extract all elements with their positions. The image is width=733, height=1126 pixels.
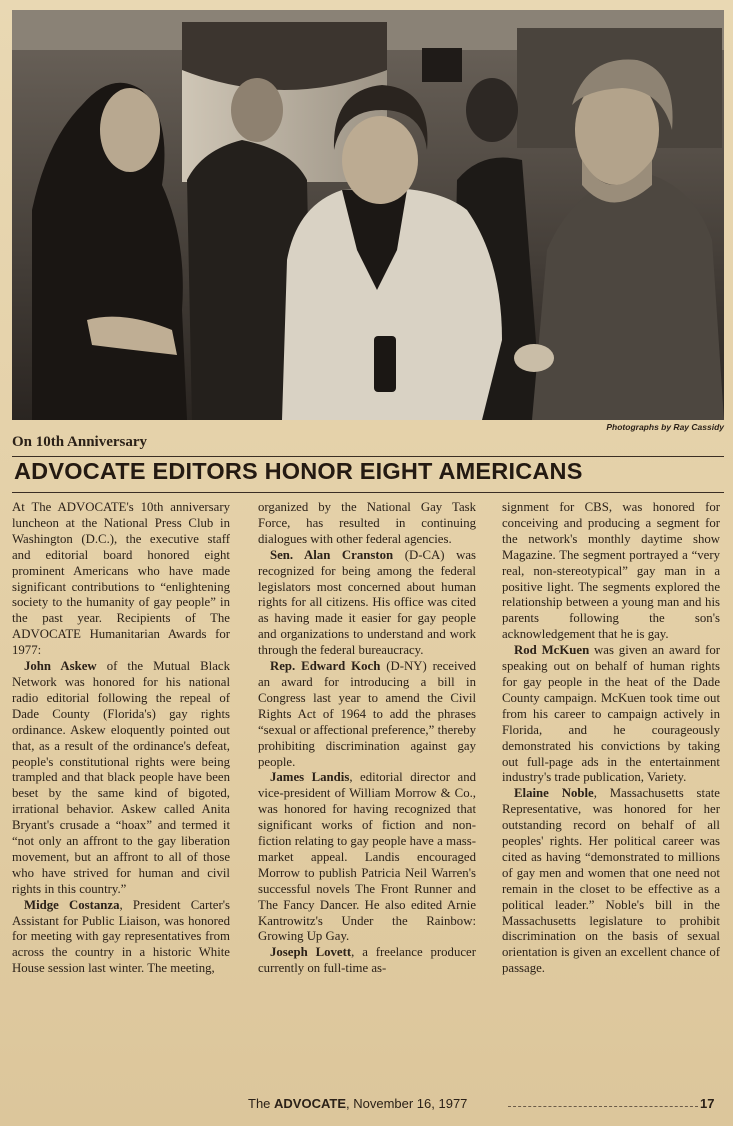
article-column-2 — [258, 500, 476, 1090]
article-column-1 — [12, 500, 230, 1090]
page-footer — [0, 1094, 733, 1118]
article-paragraph — [502, 643, 720, 786]
article-column-3 — [502, 500, 720, 1090]
article-paragraph — [12, 898, 230, 978]
paragraph-text: organized by the National Gay Task Force, has resulted in continuing dialogues with other federal agencies. — [258, 500, 476, 546]
honoree-name: Rod McKuen — [514, 643, 590, 658]
honoree-name: Elaine Noble — [514, 786, 594, 801]
paragraph-text: , a freelance producer currently on full-time as- — [258, 945, 476, 976]
paragraph-text: (D-NY) received an award for introducing a bill in Congress last year to amend the Civil Rights Act of 1964 to add the phrases “sexual or affectional preference,” thereby prohibiting discrimination against gay people. — [258, 659, 476, 769]
article-paragraph — [12, 500, 230, 659]
honoree-name: Rep. Edward Koch — [270, 659, 381, 674]
article-headline: ADVOCATE EDITORS HONOR EIGHT AMERICANS — [14, 458, 583, 484]
headline-top-rule — [12, 456, 724, 457]
page-number: 17 — [700, 1096, 715, 1111]
honoree-name: John Askew — [24, 659, 97, 674]
article-paragraph — [258, 770, 476, 945]
article-paragraph — [258, 945, 476, 977]
event-photograph — [12, 10, 724, 420]
photo-credit: Photographs by Ray Cassidy — [606, 422, 724, 432]
footer-prefix: The — [248, 1096, 275, 1111]
paragraph-text: , editorial director and vice-president of William Morrow & Co., was honored for having recognized that significant works of fiction and non-fiction relating to gay people have a mass-market appeal. Landis encouraged Morrow to publish Patricia Neil Warren's successful novels The Front Runner and The Fancy Dancer. He also edited Arnie Kantrowitz's Under the Rainbow: Growing Up Gay. — [258, 770, 476, 944]
article-paragraph — [258, 548, 476, 659]
footer-divider — [508, 1106, 698, 1107]
footer-masthead-date — [248, 1096, 467, 1111]
article-paragraph — [258, 659, 476, 770]
honoree-name: Sen. Alan Cranston — [270, 547, 394, 562]
honoree-name: James Landis — [270, 770, 350, 785]
article-paragraph — [258, 500, 476, 548]
paragraph-text: , President Carter's Assistant for Public Liaison, was honored for meeting with gay representatives from across the country in a historic White House session last winter. The meeting, — [12, 897, 230, 976]
article-paragraph — [502, 500, 720, 643]
paragraph-text: was given an award for speaking out on behalf of human rights for gay people in the heat of the Dade County campaign. McKuen took time out from his career to campaign actively in Florida, and he courageously demonstrated his convictions by taking out full-page ads in the entertainment industry's trade publication, Variety. — [502, 643, 720, 785]
footer-masthead: ADVOCATE — [274, 1096, 346, 1111]
article-paragraph — [502, 786, 720, 977]
paragraph-text: of the Mutual Black Network was honored for his national radio editorial following the repeal of Dade County (Florida's) gay rights ordinance. Askew eloquently pointed out that, as a result of the ordinance's defeat, people's constitutional rights were being trampled and that black people have been beset by the same kind of bigoted, irrational behavior. Askew called Anita Bryant's crusade a “hoax” and termed it “not only an affront to the gay liberation movement, but an affront to all of those who have strived for human and civil rights in this country.” — [12, 659, 230, 896]
paragraph-text: (D-CA) was recognized for being among the federal legislators most concerned about human rights for all citizens. His office was cited as having made it easier for gay people and organizations to understand and work through the federal bureaucracy. — [258, 547, 476, 658]
paragraph-text: signment for CBS, was honored for conceiving and producing a segment for the network's monthly daytime show Magazine. The segment portrayed a “very real, non-stereotypical” gay man in a positive light. The segments explored the relationship between a young man and his parents following the son's acknowledgement that he is gay. — [502, 500, 720, 642]
article-kicker: On 10th Anniversary — [12, 434, 148, 450]
article-paragraph — [12, 659, 230, 898]
headline-bottom-rule — [12, 492, 724, 493]
paragraph-text: , Massachusetts state Representative, was honored for her outstanding record on behalf of all peoples' rights. Her political career was cited as having “demonstrated to millions of gay men and women that one need not remain in the closet to be effective as a political leader.” Noble's bill in the Massachusetts legislature to prohibit discrimination on the basis of sexual orientation is given an excellent chance of passage. — [502, 786, 720, 976]
honoree-name: Joseph Lovett — [270, 945, 352, 960]
footer-date: , November 16, 1977 — [346, 1096, 468, 1111]
honoree-name: Midge Costanza — [24, 897, 120, 912]
paragraph-text: At The ADVOCATE's 10th anniversary luncheon at the National Press Club in Washington (D.C.), the executive staff and editorial board honored eight prominent Americans who have made significant contributions to “enlightening society to the humanity of gay people” in the past year. Recipients of The ADVOCATE Humanitarian Awards for 1977: — [12, 500, 230, 658]
